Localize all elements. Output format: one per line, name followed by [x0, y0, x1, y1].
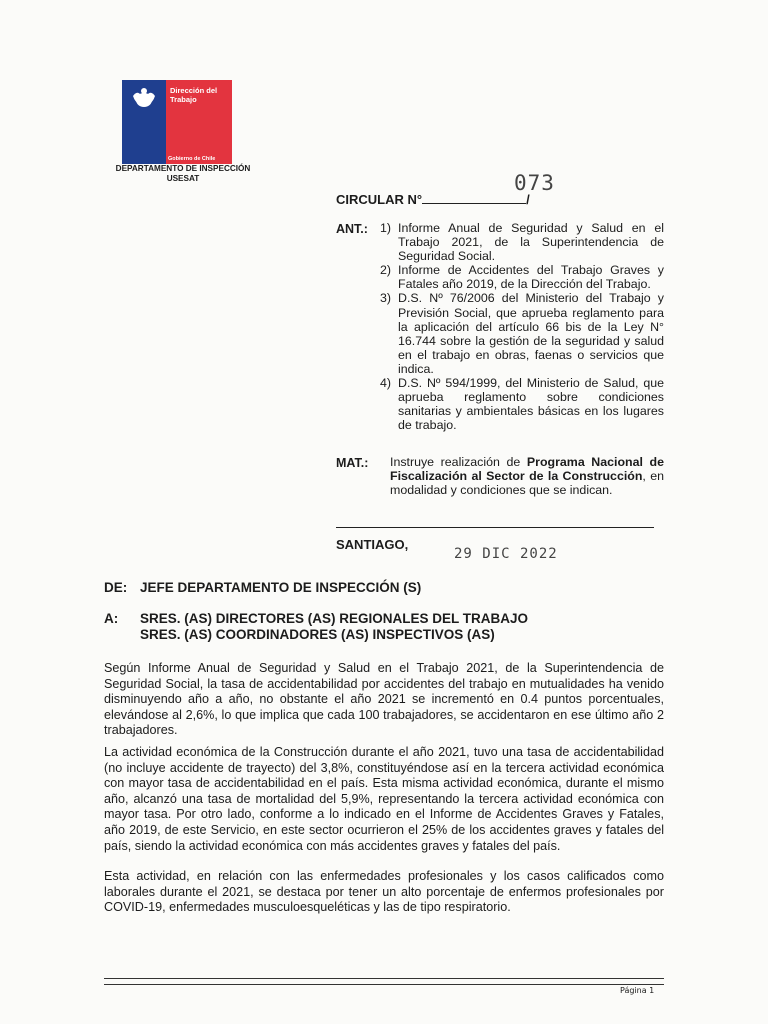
logo-red-panel [166, 80, 232, 164]
logo-subtitle: Gobierno de Chile [168, 156, 216, 162]
antecedent-item [380, 376, 664, 432]
circular-heading [336, 192, 530, 207]
ant-label: ANT.: [336, 222, 368, 236]
department-heading [104, 164, 262, 183]
antecedent-item [380, 291, 664, 376]
circular-label: CIRCULAR N° [336, 192, 423, 207]
date-stamp: 29 DIC 2022 [454, 546, 558, 562]
footer-rule [104, 978, 664, 985]
mat-text [390, 455, 664, 497]
antecedent-number: 1) [380, 221, 392, 235]
body-paragraph-3: Esta actividad, en relación con las enfermedades profesionales y los casos calificados como laborales durante el 2021, se destaca por tener un alto porcentaje de enfermos profesionales por COVID-19, enfermedades musculoesqueléticas y las de tipo respiratorio. [104, 869, 664, 915]
a-recipients [140, 611, 528, 643]
antecedent-number: 4) [380, 376, 392, 391]
de-text: JEFE DEPARTAMENTO DE INSPECCIÓN (S) [140, 580, 422, 595]
antecedent-number: 3) [380, 291, 392, 306]
a-recipient-line: SRES. (AS) COORDINADORES (AS) INSPECTIVOS (AS) [140, 627, 495, 642]
antecedent-number: 2) [380, 263, 392, 278]
santiago-label: SANTIAGO, [336, 537, 409, 552]
body-paragraph-1: Según Informe Anual de Seguridad y Salud en el Trabajo 2021, de la Superintendencia de Seguridad Social, la tasa de accidentabilidad por accidentes del trabajo en mutualidades ha venido disminuyendo año a año, no obstante el año 2021 se incrementó en 0.4 puntos porcentuales, elevándose al 2,6%, lo que implica que cada 100 trabajadores, se accidentaron en ese último año 2 trabajadores. [104, 661, 664, 738]
antecedents-list [380, 221, 664, 432]
department-line-1: DEPARTAMENTO DE INSPECCIÓN [115, 164, 251, 173]
body-paragraph-2: La actividad económica de la Construcción durante el año 2021, tuvo una tasa de accidentabilidad (no incluye accidente de trayecto) del 3,8%, constituyéndose así en la tercera actividad económica con mayor tasa de accidentabilidad en el país. Esta misma actividad económica, durante el mismo año, alcanzó una tasa de mortalidad del 5,9%, representando la tercera actividad económica con mayor tasa. Por otro lado, conforme a lo indicado en el Informe de Accidentes Graves y Fatales, año 2019, de este Servicio, en este sector ocurrieron el 25% de los accidentes graves y fatales del país, siendo la actividad económica con más accidentes graves y fatales del país. [104, 745, 664, 853]
institution-logo [122, 80, 232, 164]
a-label: A: [104, 611, 119, 626]
mat-text-bold: Programa Nacional de Fiscalización al Sector de la Construcción [390, 455, 664, 484]
logo-blue-panel [122, 80, 166, 164]
antecedent-text: D.S. Nº 76/2006 del Ministerio del Trabajo y Previsión Social, que aprueba reglamento para la aplicación del artículo 66 bis de la Ley N° 16.744 sobre la gestión de la seguridad y salud en el trabajo en obras, faenas o servicios que indica. [398, 291, 664, 376]
antecedent-text: Informe de Accidentes del Trabajo Graves y Fatales año 2019, de la Dirección del Trabajo. [398, 263, 664, 292]
antecedent-text: D.S. Nº 594/1999, del Ministerio de Salud, que aprueba reglamento sobre condiciones sanitarias y ambientales básicas en los lugares de trabajo. [398, 376, 664, 433]
circular-number-blank [422, 193, 526, 204]
de-label: DE: [104, 580, 128, 595]
separator-line [336, 527, 654, 528]
page-number: Página 1 [620, 986, 655, 995]
coat-of-arms-icon [129, 86, 159, 110]
mat-text-before: Instruye realización de [390, 455, 527, 469]
circular-number-stamp: 073 [514, 171, 555, 195]
logo-title: Dirección del Trabajo [170, 86, 218, 104]
antecedent-item [380, 221, 664, 263]
circular-slash: / [526, 192, 530, 207]
mat-label: MAT.: [336, 456, 369, 470]
mat-text-after: , en modalidad y condiciones que se indican. [390, 469, 664, 498]
department-line-2: USESAT [166, 173, 200, 183]
a-recipient-line: SRES. (AS) DIRECTORES (AS) REGIONALES DEL TRABAJO [140, 611, 529, 626]
antecedent-text: Informe Anual de Seguridad y Salud en el Trabajo 2021, de la Superintendencia de Seguridad Social. [398, 221, 664, 264]
antecedent-item [380, 263, 664, 291]
